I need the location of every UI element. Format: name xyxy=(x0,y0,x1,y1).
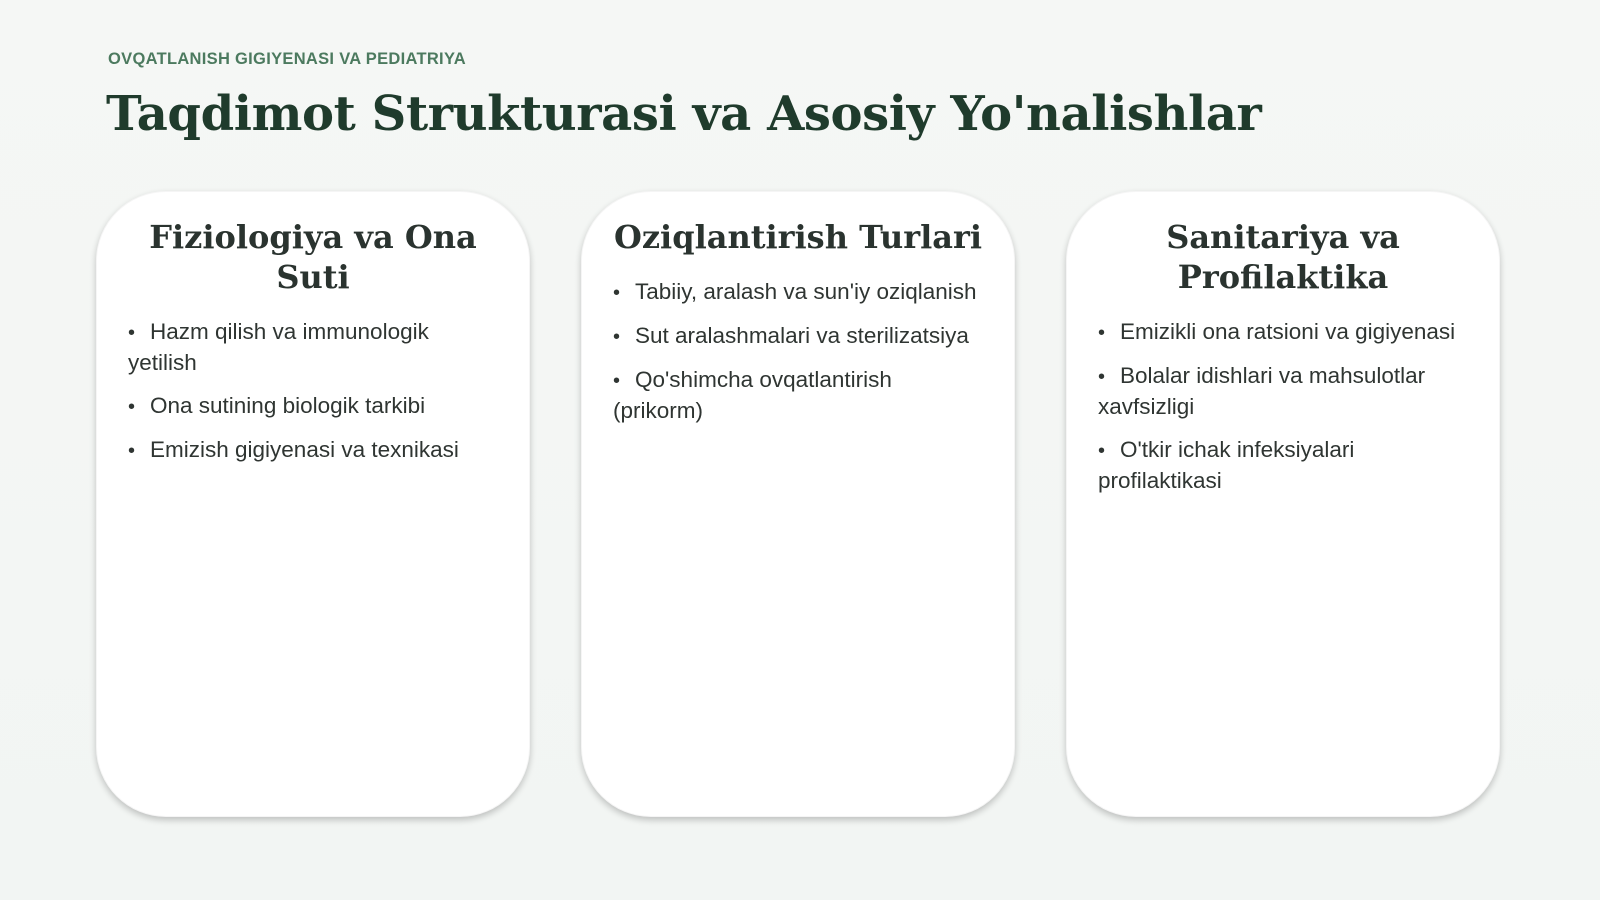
list-item-text: O'tkir ichak infeksiyalari profilaktikasi xyxy=(1098,437,1355,493)
bullet-icon: • xyxy=(128,440,136,462)
card-list xyxy=(1098,317,1468,496)
topic-cards xyxy=(96,191,1504,817)
list-item xyxy=(1098,317,1468,348)
list-item-text: Emizish gigiyenasi va texnikasi xyxy=(150,437,459,462)
card-fiziologiya xyxy=(96,191,530,817)
page-title: Taqdimot Strukturasi va Asosiy Yo'nalishlar xyxy=(106,86,1262,142)
list-item-text: Sut aralashmalari va sterilizatsiya xyxy=(635,323,969,348)
list-item xyxy=(1098,361,1468,422)
bullet-icon: • xyxy=(1098,440,1106,462)
card-title: Fiziologiya va Ona Suti xyxy=(149,218,477,296)
card-sanitariya xyxy=(1066,191,1500,817)
section-kicker: OVQATLANISH GIGIYENASI VA PEDIATRIYA xyxy=(108,50,466,68)
list-item-text: Tabiiy, aralash va sun'iy oziqlanish xyxy=(635,279,977,304)
bullet-icon: • xyxy=(613,370,621,392)
list-item xyxy=(1098,435,1468,496)
bullet-icon: • xyxy=(1098,366,1106,388)
list-item xyxy=(613,277,983,308)
bullet-icon: • xyxy=(128,396,136,418)
list-item-text: Ona sutining biologik tarkibi xyxy=(150,393,426,418)
bullet-icon: • xyxy=(128,322,136,344)
list-item xyxy=(128,391,498,422)
list-item xyxy=(613,321,983,352)
list-item xyxy=(613,365,983,426)
list-item xyxy=(128,317,498,378)
card-title: Sanitariya va Profilaktika xyxy=(1166,218,1400,296)
bullet-icon: • xyxy=(613,326,621,348)
list-item-text: Qo'shimcha ovqatlantirish (prikorm) xyxy=(613,367,892,423)
list-item-text: Hazm qilish va immunologik yetilish xyxy=(128,319,429,375)
bullet-icon: • xyxy=(1098,322,1106,344)
card-list xyxy=(613,277,983,426)
list-item xyxy=(128,435,498,466)
list-item-text: Emizikli ona ratsioni va gigiyenasi xyxy=(1120,319,1456,344)
card-list xyxy=(128,317,498,466)
card-oziqlantirish xyxy=(581,191,1015,817)
list-item-text: Bolalar idishlari va mahsulotlar xavfsizligi xyxy=(1098,363,1426,419)
bullet-icon: • xyxy=(613,282,621,304)
card-title: Oziqlantirish Turlari xyxy=(613,218,982,256)
